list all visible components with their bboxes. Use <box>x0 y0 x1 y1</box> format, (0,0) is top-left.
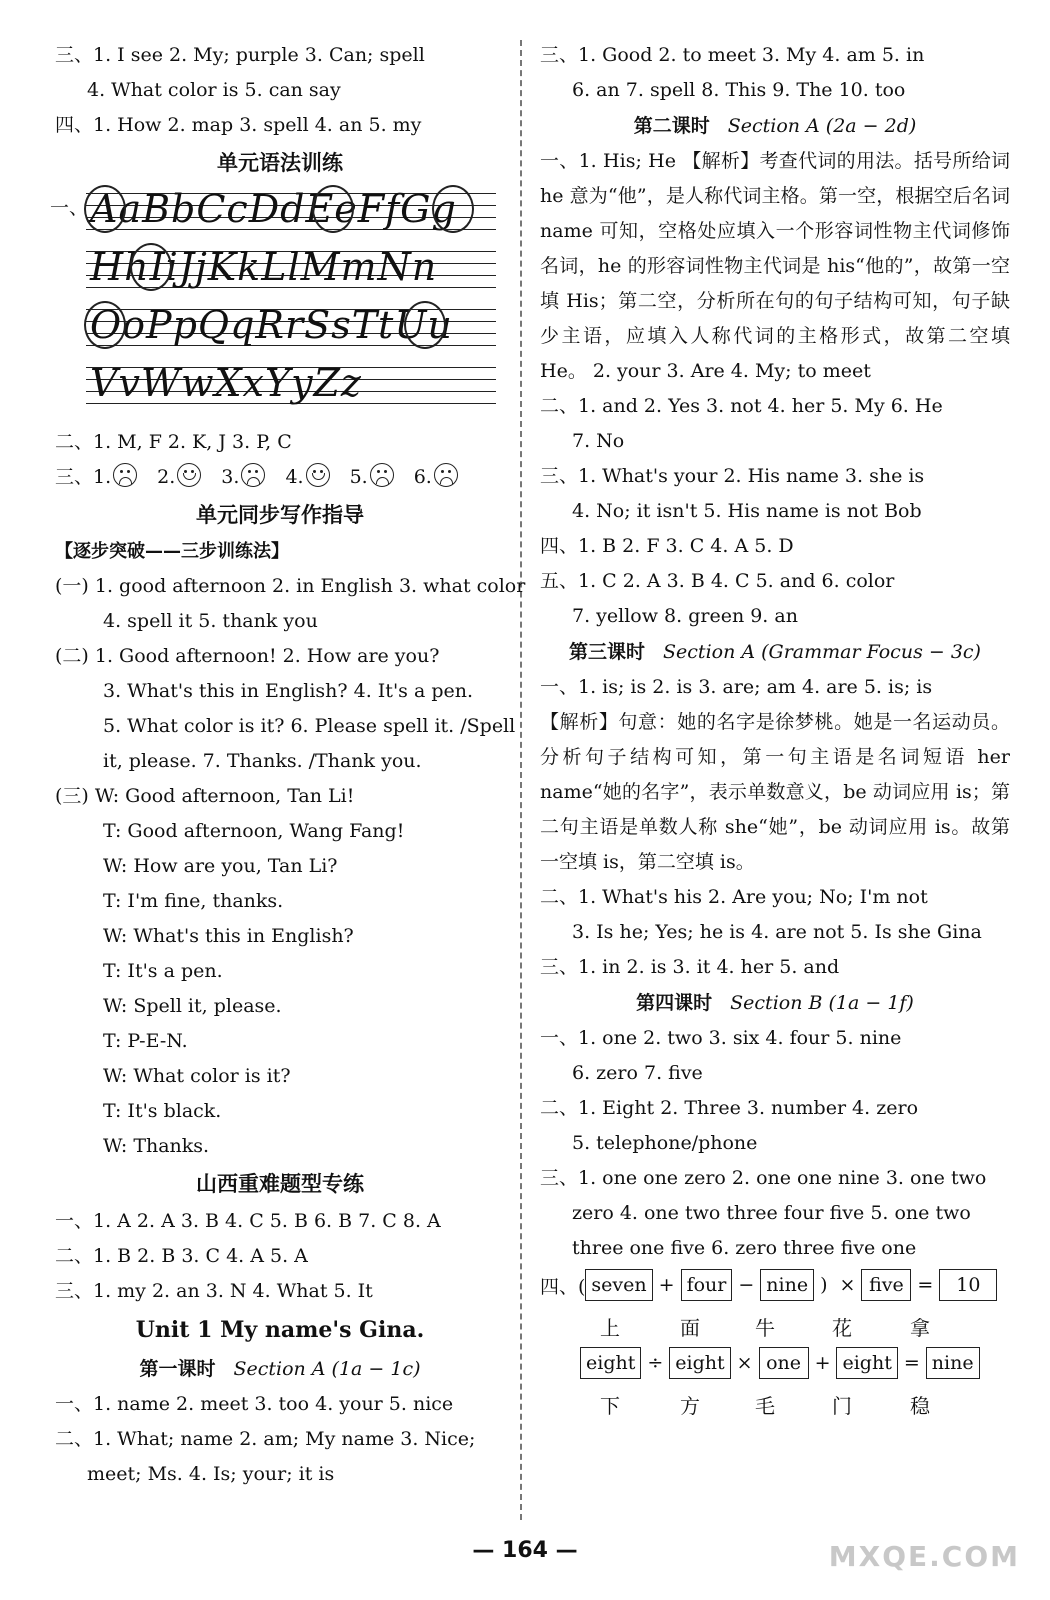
r-b-line-2: 7. No <box>572 430 625 452</box>
face-number: 1. <box>93 466 112 488</box>
lesson-4-answers <box>540 1021 1010 1266</box>
lesson-4-section: Section B (1a − 1f) <box>730 992 914 1014</box>
l-writing-line-7: (三) W: Good afternoon, Tan Li! <box>55 785 355 807</box>
chinese-character: 门 <box>832 1394 852 1418</box>
writing-answers <box>55 569 526 1164</box>
writing-section-heading: 单元同步写作指导 <box>196 503 364 527</box>
sad-face-icon <box>241 463 265 487</box>
page-number: — 164 — <box>472 1538 578 1563</box>
chinese-character: 稳 <box>910 1394 930 1418</box>
chinese-character: 毛 <box>755 1394 775 1418</box>
lesson-1-section: Section A (1a − 1c) <box>233 1358 421 1380</box>
handwritten-letters: AaBbCcDdEeFfGg <box>90 187 457 231</box>
eq1-box-c: nine <box>760 1269 814 1301</box>
r-e-line-7: three one five 6. zero three five one <box>572 1237 917 1259</box>
answer-circle <box>84 185 126 233</box>
face-number: 4. <box>285 466 304 488</box>
chinese-character: 下 <box>600 1394 620 1418</box>
lesson-3-line-1: 一、1. is; is 2. is 3. are; am 4. are 5. is; is <box>540 676 933 698</box>
l-writing-line-9: W: How are you, Tan Li? <box>103 855 338 877</box>
handwritten-letters: VvWwXxYyZz <box>90 361 362 405</box>
chinese-character: 上 <box>600 1316 620 1340</box>
l-writing-line-8: T: Good afternoon, Wang Fang! <box>103 820 405 842</box>
r-d-line-3: 三、1. in 2. is 3. it 4. her 5. and <box>540 956 840 978</box>
smiley-face-icon <box>306 463 330 487</box>
handwriting-row <box>86 357 496 409</box>
lesson-4-label: 第四课时 <box>636 992 713 1014</box>
eq2-box-a: eight <box>580 1347 641 1379</box>
answer-circle <box>404 301 446 349</box>
equation-2: eight ÷ eight × one + eight = nine <box>580 1344 1010 1382</box>
l-writing-line-17: W: Thanks. <box>103 1135 210 1157</box>
r-e-line-2: 6. zero 7. five <box>572 1062 703 1084</box>
l-top-line-1: 三、1. I see 2. My; purple 3. Can; spell <box>55 44 425 66</box>
right-column <box>540 38 1010 1422</box>
lesson-2-answers <box>540 389 1010 634</box>
lesson-1-label: 第一课时 <box>139 1358 216 1380</box>
grammar-answers <box>55 425 505 460</box>
l-shanxi-line-3: 三、1. my 2. an 3. N 4. What 5. It <box>55 1280 373 1302</box>
lesson-3-label: 第三课时 <box>569 641 646 663</box>
chinese-character: 花 <box>832 1316 852 1340</box>
handwriting-exercise <box>50 183 505 425</box>
answer-circle <box>84 301 126 349</box>
chinese-character: 拿 <box>910 1316 930 1340</box>
r-b-line-5: 四、1. B 2. F 3. C 4. A 5. D <box>540 535 794 557</box>
r-e-line-3: 二、1. Eight 2. Three 3. number 4. zero <box>540 1097 919 1119</box>
lesson-1-heading <box>55 1351 505 1387</box>
equation-1: 四、( seven + four − nine ) × five = 10 <box>540 1266 1010 1304</box>
l-writing-line-15: W: What color is it? <box>103 1065 291 1087</box>
eq2-box-d: eight <box>836 1347 897 1379</box>
eq2-box-result: nine <box>926 1347 980 1379</box>
r-b-line-7: 7. yellow 8. green 9. an <box>572 605 798 627</box>
r-e-line-4: 5. telephone/phone <box>572 1132 758 1154</box>
eq1-box-b: four <box>681 1269 733 1301</box>
r-a-line-2: 6. an 7. spell 8. This 9. The 10. too <box>572 79 906 101</box>
left-column <box>50 38 526 1492</box>
sad-face-icon <box>370 463 394 487</box>
l-writing-line-10: T: I'm fine, thanks. <box>103 890 284 912</box>
faces-prefix: 三、 <box>55 466 94 488</box>
handwritten-letters: HhIiJjKkLlMmNn <box>90 245 438 289</box>
r-a-line-1: 三、1. Good 2. to meet 3. My 4. am 5. in <box>540 44 925 66</box>
chinese-character: 牛 <box>755 1316 775 1340</box>
face-number: 6. <box>413 466 432 488</box>
answer-circle <box>312 185 354 233</box>
handwriting-label: 一、 <box>50 197 89 219</box>
faces-answer-line <box>55 460 505 495</box>
face-number: 3. <box>221 466 240 488</box>
eq1-box-d: five <box>861 1269 911 1301</box>
writing-method-strip: 【逐步突破——三步训练法】 <box>55 541 289 562</box>
handwritten-letters: OoPpQqRrSsTtUu <box>90 303 453 347</box>
sad-face-icon <box>113 463 137 487</box>
face-number: 2. <box>157 466 176 488</box>
l-writing-line-12: T: It's a pen. <box>103 960 223 982</box>
l-shanxi-line-1: 一、1. A 2. A 3. B 4. C 5. B 6. B 7. C 8. A <box>55 1210 441 1232</box>
lesson-3-section: Section A (Grammar Focus − 3c) <box>663 641 981 663</box>
r-d-line-1: 二、1. What's his 2. Are you; No; I'm not <box>540 886 928 908</box>
l-writing-line-2: 4. spell it 5. thank you <box>103 610 318 632</box>
r-b-line-4: 4. No; it isn't 5. His name is not Bob <box>572 500 922 522</box>
lesson-2-section: Section A (2a − 2d) <box>727 115 917 137</box>
r-e-line-6: zero 4. one two three four five 5. one two <box>572 1202 971 1224</box>
lesson-2-heading <box>540 108 1010 144</box>
lesson-3-answers <box>540 880 1010 985</box>
l-writing-line-14: T: P-E-N. <box>103 1030 188 1052</box>
r-e-line-5: 三、1. one one zero 2. one one nine 3. one two <box>540 1167 987 1189</box>
shanxi-section-heading: 山西重难题型专练 <box>196 1172 364 1196</box>
answer-circle <box>432 185 474 233</box>
character-row-top <box>540 1304 1010 1344</box>
l-top-line-3: 四、1. How 2. map 3. spell 4. an 5. my <box>55 114 422 136</box>
l-top-line-2: 4. What color is 5. can say <box>87 79 341 101</box>
l-writing-line-1: (一) 1. good afternoon 2. in English 3. what color <box>55 575 526 597</box>
l-unit-line-3: meet; Ms. 4. Is; your; it is <box>87 1463 335 1485</box>
answer-circle <box>130 243 172 291</box>
lesson-2-label: 第二课时 <box>633 115 710 137</box>
character-row-bottom <box>540 1382 1010 1422</box>
lesson-1-continued-answers <box>540 38 1010 108</box>
chinese-character: 面 <box>680 1316 700 1340</box>
eq1-box-result: 10 <box>939 1269 997 1301</box>
eq2-box-c: one <box>759 1347 809 1379</box>
l-writing-line-6: it, please. 7. Thanks. /Thank you. <box>103 750 422 772</box>
lesson-3-explanation: 【解析】句意：她的名字是徐梦桃。她是一名运动员。分析句子结构可知，第一句主语是名词短语 her name“她的名字”，表示单数意义，be 动词应用 is；第二句主语是单数人称 she“她”，be 动词应用 is。故第一空填 is，第二空填 is。 <box>540 711 1010 873</box>
r-e-line-1: 一、1. one 2. two 3. six 4. four 5. nine <box>540 1027 902 1049</box>
lesson-2-explanation: 一、1. His; He 【解析】考查代词的用法。括号所给词 he 意为“他”，是人称代词主格。第一空，根据空后名词 name 可知，空格处应填入一个形容词性物主代词修饰名词，he 的形容词性物主代词是 his“他的”，故第一空填 His；第二空，分析所在句的句子结构可知，句子缺少主语，应填入人称代词的主格形式，故第二空填 He。 2. your 3. Are 4. My; to meet <box>540 150 1010 382</box>
l-writing-line-4: 3. What's this in English? 4. It's a pen. <box>103 680 474 702</box>
shanxi-answers <box>55 1204 505 1309</box>
l-writing-line-16: T: It's black. <box>103 1100 222 1122</box>
column-divider <box>520 40 522 1520</box>
equation-prefix: 四、( <box>540 1275 586 1298</box>
l-writing-line-13: W: Spell it, please. <box>103 995 282 1017</box>
unit-review-answers <box>55 38 505 143</box>
l-writing-line-11: W: What's this in English? <box>103 925 354 947</box>
eq2-box-b: eight <box>669 1347 730 1379</box>
chinese-character: 方 <box>680 1394 700 1418</box>
face-number: 5. <box>349 466 368 488</box>
l-writing-line-3: (二) 1. Good afternoon! 2. How are you? <box>55 645 440 667</box>
grammar-section-heading: 单元语法训练 <box>217 151 343 175</box>
r-b-line-6: 五、1. C 2. A 3. B 4. C 5. and 6. color <box>540 570 895 592</box>
unit-heading: Unit 1 My name's Gina. <box>135 1317 425 1343</box>
eq1-box-a: seven <box>585 1269 652 1301</box>
smiley-face-icon <box>177 463 201 487</box>
l-writing-line-5: 5. What color is it? 6. Please spell it. /Spell <box>103 715 516 737</box>
l-unit-line-2: 二、1. What; name 2. am; My name 3. Nice; <box>55 1428 476 1450</box>
lesson-4-heading <box>540 985 1010 1021</box>
r-b-line-1: 二、1. and 2. Yes 3. not 4. her 5. My 6. He <box>540 395 943 417</box>
watermark: MXQE.COM <box>828 1540 1020 1573</box>
lesson-1-answers <box>55 1387 505 1492</box>
l-after-line-1: 二、1. M, F 2. K, J 3. P, C <box>55 431 292 453</box>
lesson-3-heading <box>540 634 1010 670</box>
l-shanxi-line-2: 二、1. B 2. B 3. C 4. A 5. A <box>55 1245 308 1267</box>
r-d-line-2: 3. Is he; Yes; he is 4. are not 5. Is she Gina <box>572 921 982 943</box>
sad-face-icon <box>434 463 458 487</box>
r-b-line-3: 三、1. What's your 2. His name 3. she is <box>540 465 925 487</box>
l-unit-line-1: 一、1. name 2. meet 3. too 4. your 5. nice <box>55 1393 454 1415</box>
